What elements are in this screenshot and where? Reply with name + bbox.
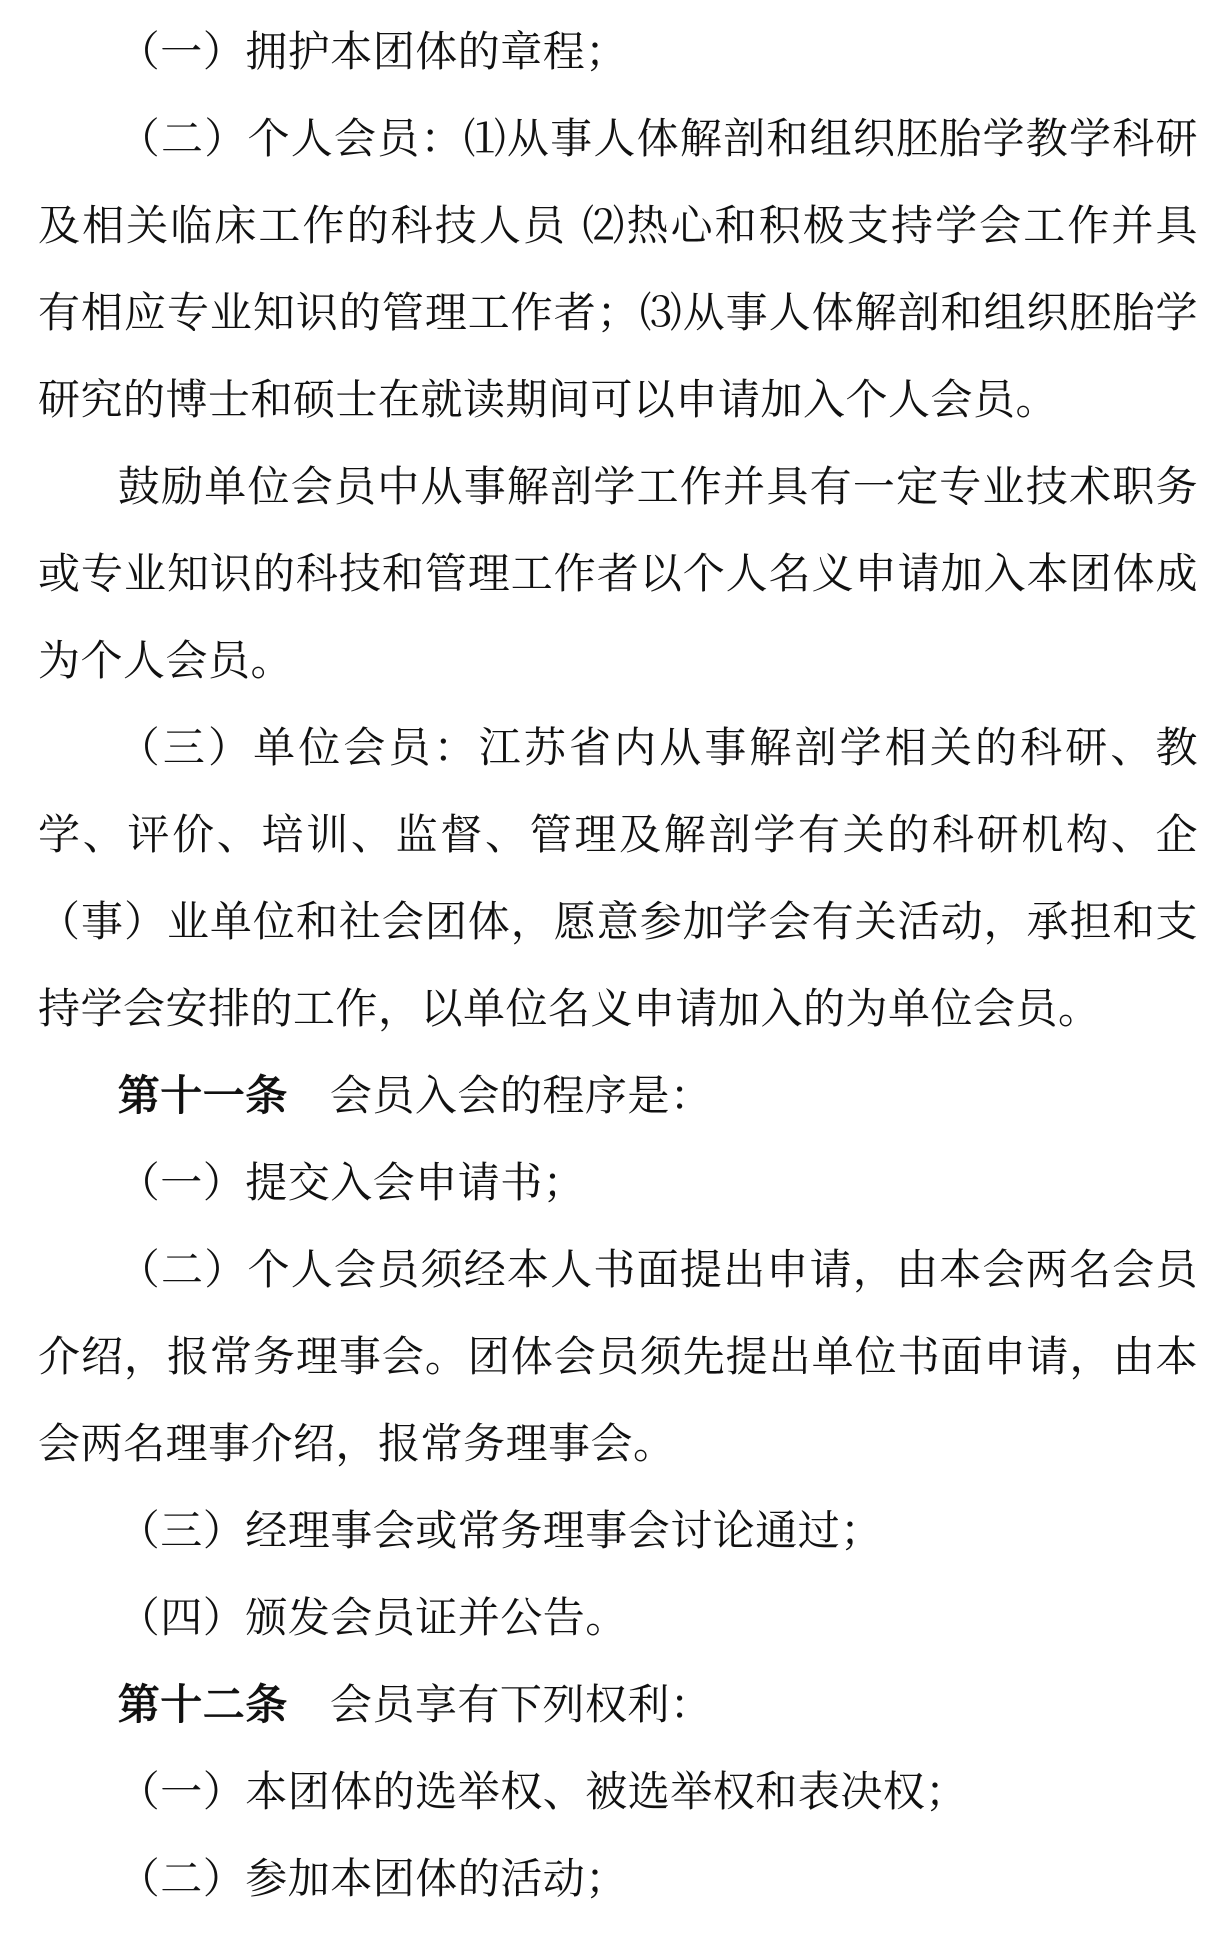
paragraph-text: 会员享有下列权利： — [329, 1680, 713, 1729]
paragraph-text: （三）单位会员：江苏省内从事解剖学相关的科研、教学、评价、培训、监督、管理及解剖学有关的科研机构、企（事）业单位和社会团体，愿意参加学会有关活动，承担和支持学会安排的工作，以单位名义申请加入的为单位会员。 — [38, 723, 1198, 1033]
article-number: 第十二条 — [117, 1680, 288, 1729]
article-heading — [38, 1052, 1198, 1139]
paragraph — [38, 1226, 1198, 1487]
paragraph-text: （一）拥护本团体的章程； — [117, 27, 628, 76]
paragraph-text: （二）个人会员：⑴从事人体解剖和组织胚胎学教学科研及相关临床工作的科技人员 ⑵热心和积极支持学会工作并具有相应专业知识的管理工作者；⑶从事人体解剖和组织胚胎学研究的博士和硕士在就读期间可以申请加入个人会员。 — [38, 114, 1198, 424]
paragraph — [38, 1574, 1198, 1661]
paragraph-text: （二）参加本团体的活动； — [117, 1854, 628, 1903]
paragraph-text: （一）本团体的选举权、被选举权和表决权； — [117, 1767, 968, 1816]
paragraph-text: （一）提交入会申请书； — [117, 1158, 586, 1207]
paragraph-text: （四）颁发会员证并公告。 — [117, 1593, 628, 1642]
paragraph — [38, 8, 1198, 95]
paragraph — [38, 1487, 1198, 1574]
paragraph — [38, 704, 1198, 1052]
article-heading — [38, 1661, 1198, 1748]
paragraph — [38, 443, 1198, 704]
paragraph-text: 鼓励单位会员中从事解剖学工作并具有一定专业技术职务或专业知识的科技和管理工作者以个人名义申请加入本团体成为个人会员。 — [38, 462, 1198, 685]
paragraph — [38, 1139, 1198, 1226]
paragraph-text: 会员入会的程序是： — [329, 1071, 713, 1120]
paragraph-text: （二）个人会员须经本人书面提出申请，由本会两名会员介绍，报常务理事会。团体会员须先提出单位书面申请，由本会两名理事介绍，报常务理事会。 — [38, 1245, 1198, 1468]
paragraph-text: （三）经理事会或常务理事会讨论通过； — [117, 1506, 883, 1555]
document-page — [38, 8, 1198, 1922]
paragraph — [38, 1835, 1198, 1922]
article-number: 第十一条 — [117, 1071, 288, 1120]
paragraph — [38, 95, 1198, 443]
paragraph — [38, 1748, 1198, 1835]
